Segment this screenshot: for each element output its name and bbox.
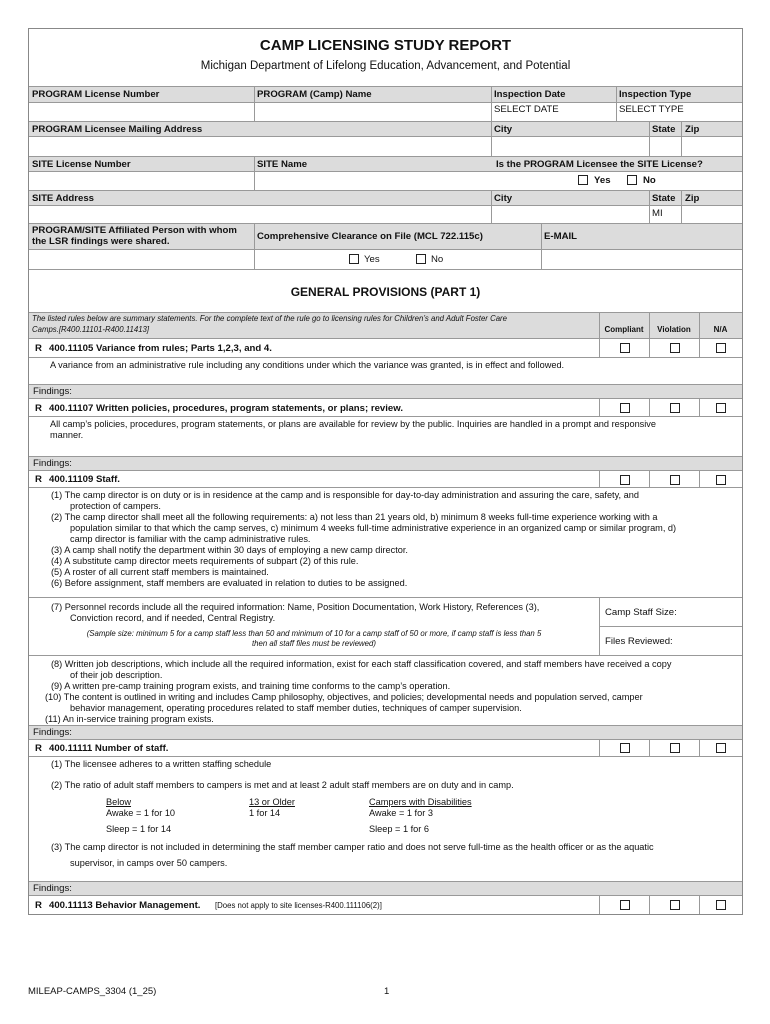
site-name-input[interactable] [255,172,491,189]
rule3-item: behavior management, operating procedures related to staff member duties, techniques of camper supervision. [70,703,522,713]
rule3-item: population similar to that which the camp serves, c) minimum 4 weeks full-time administrative experience in an organized camp or similar program, d) [70,523,677,533]
rule3-item: (2) The camp director shall meet all the following requirements: a) not less than 21 years old, b) minimum 8 weeks full-time experience working with a [51,512,658,522]
city-input[interactable] [492,137,648,155]
rule5-na-checkbox[interactable] [716,900,726,910]
col-compliant-header: Compliant [604,325,644,334]
site-state-label: State [652,193,676,204]
rule3-item: (1) The camp director is on duty or is in residence at the camp and is responsible for day-to-day administration and assuring the care, safety, and [51,490,639,500]
rule3-item: (10) The content is outlined in writing and includes Camp philosophy, objectives, and policies; developmental needs and population served, camper [45,692,643,702]
same-license-question: Is the PROGRAM Licensee the SITE License? [496,159,703,170]
rule1-compliant-checkbox[interactable] [620,343,630,353]
rule1-text: A variance from an administrative rule including any conditions under which the variance was granted, is in effect and followed. [50,360,565,370]
email-label: E-MAIL [544,231,578,242]
same-license-yes-label: Yes [594,175,611,186]
rule3-sample-note [29,629,599,649]
camp-staff-size-label[interactable]: Camp Staff Size: [605,607,677,618]
rule2-text-line1: All camp’s policies, procedures, program statements, or plans are available for review by the public. Inquiries are handled in a prompt and responsive [50,419,657,429]
site-address-label: SITE Address [32,193,95,204]
mailing-address-input[interactable] [30,137,490,155]
rule2-findings-label: Findings: [33,458,72,469]
rule2-text-line2: manner. [50,430,84,440]
ratio-older-header: 13 or Older [249,797,295,807]
report-title: CAMP LICENSING STUDY REPORT [259,37,512,54]
rule3-item7-line2: Conviction record, and if needed, Central Registry. [70,613,276,623]
rule4-compliant-checkbox[interactable] [620,743,630,753]
rule4-item2: (2) The ratio of adult staff members to campers is met and at least 2 adult staff members are on duty and in camp. [51,780,514,790]
section-intro-line1: The listed rules below are summary statements. For the complete text of the rule go to licensing rules for Children’s and Adult Foster Care [32,314,507,323]
inspection-type-select[interactable]: SELECT TYPE [619,104,684,115]
same-license-yes-checkbox[interactable] [578,175,588,185]
rule3-item: (5) A roster of all current staff members is maintained. [51,567,269,577]
rule3-item: camp director is familiar with the camp administrative rules. [70,534,311,544]
clearance-yes-label: Yes [364,254,380,265]
site-license-number-input[interactable] [30,172,253,189]
footer-form-id: MILEAP-CAMPS_3304 (1_25) [28,986,157,997]
rule3-item: (9) A written pre-camp training program exists, and training time conforms to the camp’s operation. [51,681,451,691]
same-license-no-checkbox[interactable] [627,175,637,185]
rule4-na-checkbox[interactable] [716,743,726,753]
email-input[interactable] [542,250,741,268]
site-zip-input[interactable] [682,206,741,222]
state-label: State [652,124,676,135]
program-camp-name-label: PROGRAM (Camp) Name [257,89,372,100]
rule3-violation-checkbox[interactable] [670,475,680,485]
rule3-item: (4) A substitute camp director meets requirements of subpart (2) of this rule. [51,556,359,566]
rule5-title: 400.11113 Behavior Management. [49,900,201,911]
rule3-findings-label: Findings: [33,727,72,738]
rule5-note: [Does not apply to site licenses-R400.111106(2)] [215,901,382,910]
city-label: City [494,124,513,135]
sample-note-line1: (Sample size: minimum 5 for a camp staff less than 50 and minimum of 10 for a camp staff of 50 or more, if camp staff is less than 5 [86,629,542,638]
rule3-item: (11) An in-service training program exists. [45,714,214,724]
rule3-item: of their job description. [70,670,163,680]
ratio-below-header: Below [106,797,132,807]
inspection-type-label: Inspection Type [619,89,692,100]
rule3-compliant-checkbox[interactable] [620,475,630,485]
rule3-item: (6) Before assignment, staff members are evaluated in relation to duties to be assigned. [51,578,408,588]
rule5-violation-checkbox[interactable] [670,900,680,910]
rule3-item: (3) A camp shall notify the department within 30 days of employing a new camp director. [51,545,408,555]
ratio-below-sleep: Sleep = 1 for 14 [106,824,172,834]
mailing-address-label: PROGRAM Licensee Mailing Address [32,124,203,135]
rule4-item3-line2: supervisor, in camps over 50 campers. [70,858,228,868]
rule1-violation-checkbox[interactable] [670,343,680,353]
rule1-na-checkbox[interactable] [716,343,726,353]
zip-input[interactable] [682,137,741,155]
rule3-title: 400.11109 Staff. [49,474,120,485]
clearance-label: Comprehensive Clearance on File (MCL 722.115c) [257,231,483,242]
ratio-disabilities-sleep: Sleep = 1 for 6 [369,824,430,834]
rule1-findings-label: Findings: [33,386,72,397]
rule1-prefix: R [35,343,42,354]
state-input[interactable] [650,137,680,155]
same-license-no-label: No [643,175,656,186]
rule5-prefix: R [35,900,42,911]
section-intro-line2: Camps.[R400.11101-R400.11413] [32,325,150,334]
col-violation-header: Violation [657,325,691,334]
clearance-no-label: No [431,254,444,265]
rule5-compliant-checkbox[interactable] [620,900,630,910]
program-license-number-input[interactable] [30,103,253,120]
site-name-label: SITE Name [257,159,308,170]
rule3-item: (8) Written job descriptions, which include all the required information, exist for each staff classification covered, and staff members have received a copy [51,659,672,669]
site-state-input[interactable]: MI [652,208,663,219]
rule3-na-checkbox[interactable] [716,475,726,485]
rule4-title: 400.11111 Number of staff. [49,743,169,754]
rule3-item7-line1: (7) Personnel records include all the required information: Name, Position Documentation, Work History, References (3), [51,602,540,612]
site-address-input[interactable] [30,206,490,222]
section-title: GENERAL PROVISIONS (PART 1) [290,285,481,299]
report-subtitle: Michigan Department of Lifelong Education, Advancement, and Potential [200,60,571,72]
site-city-input[interactable] [492,206,648,222]
ratio-below-awake: Awake = 1 for 10 [106,808,176,818]
clearance-yes-checkbox[interactable] [349,254,359,264]
rule4-findings-label: Findings: [33,883,72,894]
rule1-title: 400.11105 Variance from rules; Parts 1,2,3, and 4. [49,343,272,354]
rule2-na-checkbox[interactable] [716,403,726,413]
program-camp-name-input[interactable] [255,103,490,120]
affiliated-person-input[interactable] [30,250,253,268]
ratio-disabilities-awake: Awake = 1 for 3 [369,808,433,818]
inspection-date-label: Inspection Date [494,89,566,100]
ratio-disabilities-header: Campers with Disabilities [369,797,472,807]
affiliated-person-label-line1: PROGRAM/SITE Affiliated Person with whom [32,225,237,236]
program-license-number-label: PROGRAM License Number [32,89,160,100]
rule3-item: protection of campers. [70,501,161,511]
sample-note-line2: then all staff files must be reviewed) [252,639,376,648]
licensing-report-form [28,28,743,915]
rule4-item1: (1) The licensee adheres to a written staffing schedule [51,759,272,769]
ratio-older-value: 1 for 14 [249,808,281,818]
footer-page-number: 1 [384,986,390,997]
inspection-date-select[interactable]: SELECT DATE [494,104,559,115]
site-license-number-label: SITE License Number [32,159,131,170]
rule2-title: 400.11107 Written policies, procedures, program statements, or plans; review. [49,403,404,414]
rule2-prefix: R [35,403,42,414]
zip-label: Zip [685,124,700,135]
affiliated-person-label-line2: the LSR findings were shared. [32,236,170,247]
rule3-prefix: R [35,474,42,485]
col-na-header: N/A [713,325,728,334]
clearance-no-checkbox[interactable] [416,254,426,264]
rule2-compliant-checkbox[interactable] [620,403,630,413]
rule4-prefix: R [35,743,42,754]
site-city-label: City [494,193,513,204]
files-reviewed-label[interactable]: Files Reviewed: [605,636,673,647]
rule4-violation-checkbox[interactable] [670,743,680,753]
rule2-violation-checkbox[interactable] [670,403,680,413]
site-zip-label: Zip [685,193,700,204]
rule4-item3-line1: (3) The camp director is not included in determining the staff member camper ratio and does not serve full-time as the health officer or as the aquatic [51,842,654,852]
